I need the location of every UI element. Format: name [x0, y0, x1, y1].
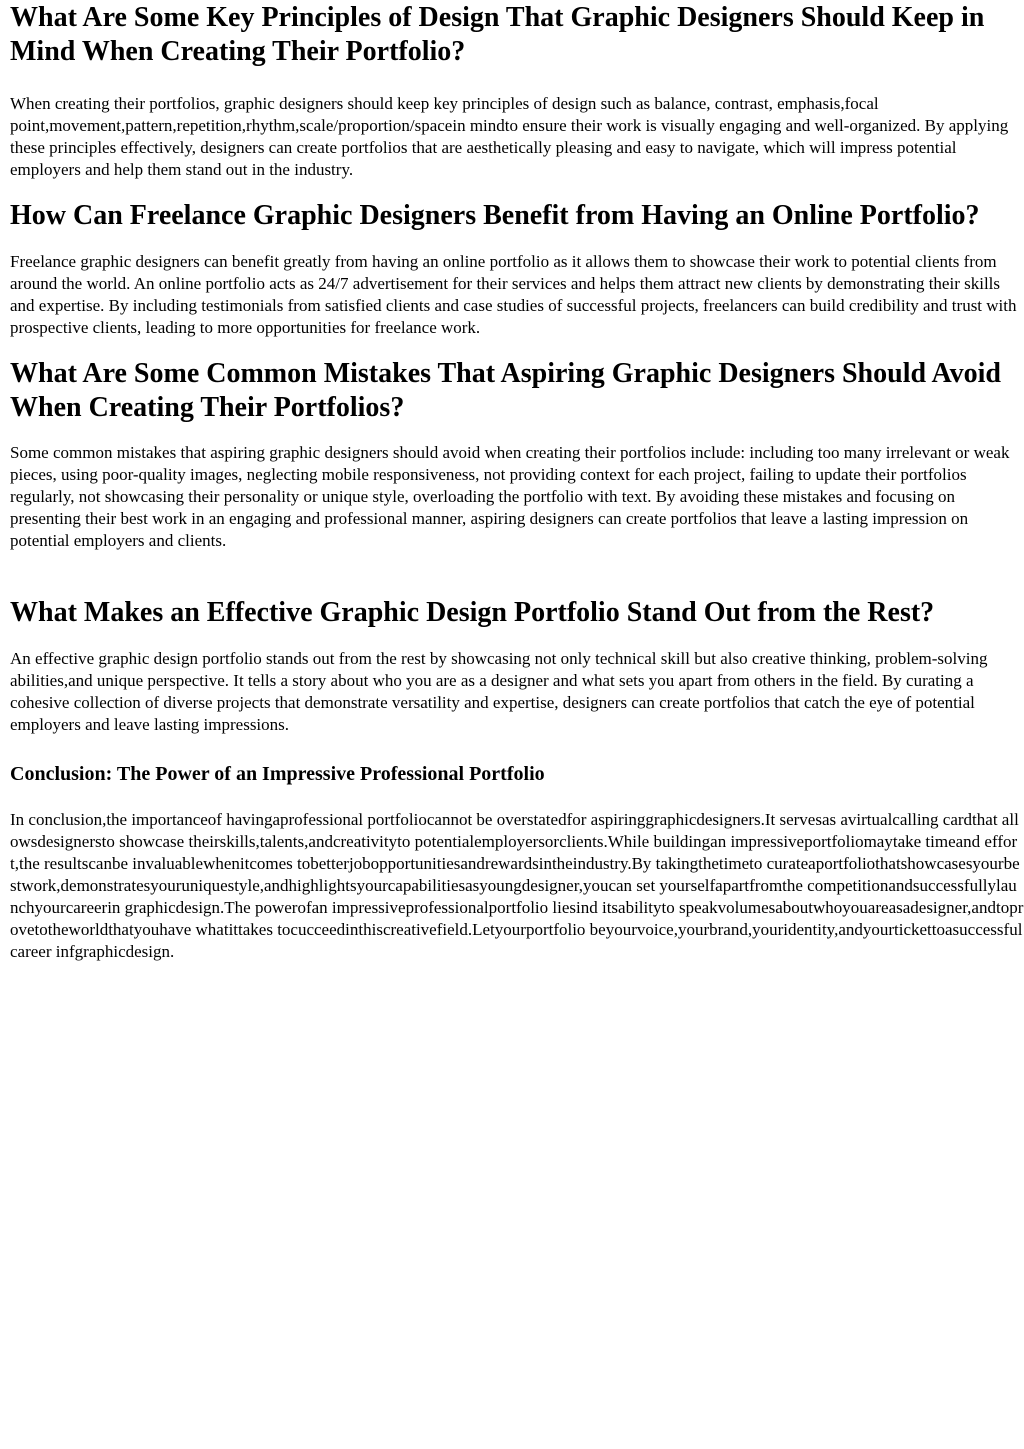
article [0, 1, 1024, 963]
paragraph-freelance-online-portfolio: Freelance graphic designers can benefit greatly from having an online portfolio as it allows them to showcase their work to potential clients from around the world. An online portfolio acts as 24/7 advertisement for their services and helps them attract new clients by demonstrating their skills and expertise. By including testimonials from satisfied clients and case studies of successful projects, freelancers can build credibility and trust with prospective clients, leading to more opportunities for freelance work. [10, 252, 1017, 337]
paragraph-effective-portfolio: An effective graphic design portfolio stands out from the rest by showcasing not only technical skill but also creative thinking, problem-solving abilities,and unique perspective. It tells a story about who you are as a designer and what sets you apart from others in the field. By curating a cohesive collection of diverse projects that demonstrate versatility and expertise, designers can create portfolios that catch the eye of potential employers and leave lasting impressions. [10, 649, 988, 734]
heading-conclusion: Conclusion: The Power of an Impressive Professional Portfolio [10, 763, 545, 785]
heading-common-mistakes: What Are Some Common Mistakes That Aspiring Graphic Designers Should Avoid When Creating Their Portfolios? [10, 358, 1002, 423]
paragraph-design-principles: When creating their portfolios, graphic designers should keep key principles of design such as balance, contrast, emphasis,focal point,movement,pattern,repetition,rhythm,scale/proportion/spacein mindto ensure their work is visually engaging and well-organized. By applying these principles effectively, designers can create portfolios that are aesthetically pleasing and easy to navigate, which will impress potential employers and help them stand out in the industry. [10, 94, 1009, 179]
heading-effective-portfolio: What Makes an Effective Graphic Design Portfolio Stand Out from the Rest? [10, 597, 935, 628]
heading-design-principles: What Are Some Key Principles of Design That Graphic Designers Should Keep in Mind When Creating Their Portfolio? [10, 2, 985, 67]
paragraph-common-mistakes: Some common mistakes that aspiring graphic designers should avoid when creating their portfolios include: including too many irrelevant or weak pieces, using poor-quality images, neglecting mobile responsiveness, not providing context for each project, failing to update their portfolios regularly, not showcasing their personality or unique style, overloading the portfolio with text. By avoiding these mistakes and focusing on presenting their best work in an engaging and professional manner, aspiring designers can create portfolios that leave a lasting impression on potential employers and clients. [10, 443, 1010, 550]
paragraph-conclusion: In conclusion,the importanceof havingaprofessional portfoliocannot be overstatedfor aspiringgraphicdesigners.It servesas avirtualcalling cardthat allowsdesignersto showcase theirskills,talents,andcreativityto potentialemployersorclients.While buildingan impressiveportfoliomaytake timeand effort,the resultscanbe invaluablewhenitcomes tobetterjobopportunitiesandrewardsintheindustry.By takingthetimeto curateaportfoliothatshowcasesyourbestwork,demonstratesyouruniquestyle,andhighlightsyourcapabilitiesasyoungdesigner,youcan set yourselfapartfromthe competitionandsuccessfullylaunchyourcareerin graphicdesign.The powerofan impressiveprofessionalportfolio liesind itsabilityto speakvolumesaboutwhoyouareasadesigner,andtoprovetotheworldthatyouhave whatittakes tocucceedinthiscreativefield.Letyourportfolio beyourvoice,yourbrand,youridentity,andyourtickettoasuccessfulcareer infgraphicdesign. [10, 810, 1024, 961]
heading-freelance-online-portfolio: How Can Freelance Graphic Designers Benefit from Having an Online Portfolio? [10, 200, 980, 231]
